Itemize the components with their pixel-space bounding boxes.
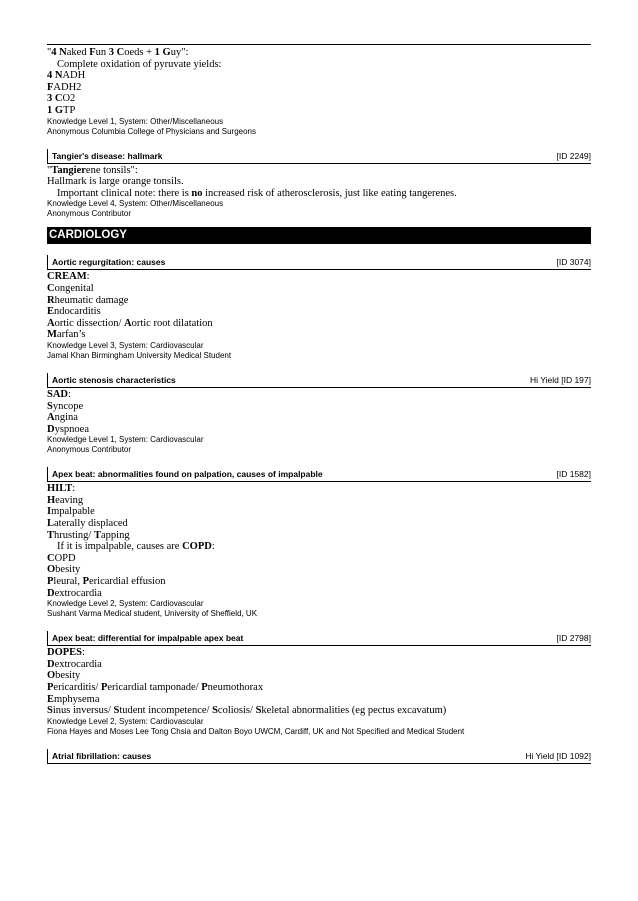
text: yncope (52, 400, 84, 412)
bold-text: D (47, 587, 55, 599)
bold-text: SAD (47, 388, 69, 400)
bold-text: F (47, 81, 54, 93)
bold-text: L (47, 518, 55, 530)
text: If it is impalpable, causes are (57, 541, 183, 553)
text: TP (63, 104, 76, 116)
contributor: Fiona Hayes and Moses Lee Tong Chsia and Dalton Boyo UWCM, Cardiff, UK and Not Specified and Medical Student (47, 726, 465, 736)
text: ngina (54, 412, 78, 424)
bold-text: COPD (182, 541, 212, 553)
mnemonic-line (47, 530, 591, 542)
mnemonic-line (47, 576, 591, 588)
bold-text: A (47, 317, 55, 329)
mnemonic-line (47, 495, 591, 507)
entry-id: [ID 2249] (556, 150, 591, 161)
text: Important clinical note: there is (57, 187, 192, 199)
bold-text: C (47, 552, 55, 564)
bold-text: DOPES (47, 647, 83, 659)
document-page (47, 44, 591, 765)
mnemonic-line (47, 705, 591, 717)
entry-id: Hi Yield [ID 1092] (525, 750, 591, 761)
intro-mnemonic-block (47, 47, 591, 137)
text: mpalpable (51, 506, 95, 518)
text: coliosis/ (217, 705, 256, 717)
text: heumatic damage (54, 294, 129, 306)
text: uy": (170, 47, 189, 58)
knowledge-level: Knowledge Level 3, System: Cardiovascular (47, 340, 204, 350)
mnemonic-line (47, 682, 591, 694)
entry-body (47, 389, 591, 455)
text: aked (66, 47, 90, 58)
bold-text: 3 C (47, 93, 63, 105)
entry-header (47, 255, 591, 270)
text: ADH2 (53, 81, 82, 93)
entry-header (47, 631, 591, 646)
bold-text: S (113, 705, 120, 717)
bold-text: 4 N (47, 70, 63, 82)
mnemonic-line (47, 424, 591, 436)
knowledge-level: Knowledge Level 1, System: Other/Miscellaneous (47, 116, 224, 126)
text: ADH (62, 70, 86, 82)
text: inus inversus/ (52, 705, 114, 717)
entry-body (47, 271, 591, 361)
knowledge-level: Knowledge Level 2, System: Cardiovascular (47, 599, 204, 609)
mnemonic-line (47, 306, 591, 318)
mnemonic-line (47, 283, 591, 295)
text: ericarditis/ (53, 682, 101, 693)
mnemonic-line (47, 59, 591, 71)
entry-body (47, 647, 591, 737)
bold-text: CREAM (47, 271, 87, 283)
text: apping (101, 529, 130, 541)
bold-text: I (47, 506, 52, 518)
entry-header-tangier (47, 149, 591, 164)
mnemonic-line (47, 82, 591, 94)
text: tudent incompetence/ (119, 705, 213, 717)
mnemonic-line (47, 70, 591, 82)
mnemonic-line (47, 188, 591, 200)
text: " (47, 47, 52, 58)
entry-title: Aortic regurgitation: causes (52, 257, 166, 268)
bold-text: S (255, 705, 262, 717)
bold-text: D (47, 658, 55, 670)
bold-text: H (47, 494, 56, 506)
entry-id: [ID 1582] (556, 469, 591, 480)
bold-text: C (47, 282, 55, 294)
bold-text: P (82, 576, 89, 588)
entry-title: Atrial fibrillation: causes (52, 750, 152, 761)
bold-text: 4 (51, 47, 57, 58)
knowledge-level: Knowledge Level 4, System: Other/Miscellaneous (47, 199, 224, 209)
mnemonic-line (47, 564, 591, 576)
text: extrocardia (54, 658, 102, 670)
contributor: Anonymous Contributor (47, 445, 132, 455)
bold-text: P (100, 682, 108, 693)
mnemonic-line (47, 588, 591, 600)
contributor: Anonymous Columbia College of Physicians and Surgeons (47, 126, 257, 136)
text: : (211, 541, 215, 553)
entry-id: [ID 2798] (556, 633, 591, 644)
bold-text: P (47, 682, 54, 693)
top-rule (47, 44, 591, 45)
mnemonic-line (47, 541, 591, 553)
mnemonic-line (47, 553, 591, 565)
section-header-cardiology: CARDIOLOGY (47, 227, 591, 244)
text: increased risk of atherosclerosis, just like eating tangerenes. (202, 187, 457, 199)
mnemonic-line (47, 271, 591, 283)
cardiology-entries (47, 255, 591, 763)
entry-title: Apex beat: abnormalities found on palpation, causes of impalpable (52, 469, 323, 480)
text: : (86, 271, 90, 283)
entry-id: [ID 3074] (556, 257, 591, 268)
knowledge-level: Knowledge Level 2, System: Cardiovascular (47, 716, 204, 726)
entry-title: Apex beat: differential for impalpable apex beat (52, 633, 244, 644)
text: Hallmark is large orange tonsils. (47, 176, 184, 188)
bold-text: P (47, 576, 54, 588)
bold-text: O (47, 564, 56, 576)
text: neumothorax (207, 682, 264, 693)
bold-text: A (47, 412, 55, 424)
bold-text: C (116, 47, 125, 58)
text: Complete oxidation of pyruvate yields: (57, 58, 222, 70)
contributor: Sushant Varma Medical student, University of Sheffield, UK (47, 609, 258, 619)
text: yspnoea (54, 423, 90, 435)
mnemonic-line (47, 93, 591, 105)
text: hrusting/ (54, 529, 94, 541)
text: keletal abnormalities (eg pectus excavatum) (261, 705, 447, 717)
bold-text: O (47, 670, 56, 682)
mnemonic-line (47, 401, 591, 413)
mnemonic-line (47, 176, 591, 188)
mnemonic-line (47, 318, 591, 330)
text: oeds + (124, 47, 155, 58)
text: : (82, 647, 85, 659)
mnemonic-line (47, 329, 591, 341)
text: mphysema (54, 693, 100, 705)
mnemonic-line (47, 518, 591, 530)
bold-text: D (47, 423, 55, 435)
text: besity (55, 670, 81, 682)
contributor: Anonymous Contributor (47, 209, 132, 219)
entry-id: Hi Yield [ID 197] (530, 374, 591, 385)
text: eaving (55, 494, 84, 506)
text: ene tonsils": (85, 164, 138, 176)
bold-text: N (59, 47, 67, 58)
text: ndocarditis (54, 306, 101, 318)
mnemonic-line (47, 412, 591, 424)
text: ortic dissection/ (54, 317, 124, 329)
mnemonic-line (47, 694, 591, 706)
text: ericardial effusion (89, 576, 166, 588)
text: leural, (53, 576, 83, 588)
bold-text: T (47, 529, 55, 541)
bold-text: R (47, 294, 55, 306)
contributor: Jamal Khan Birmingham University Medical Student (47, 350, 232, 360)
bold-text: S (47, 705, 53, 717)
mnemonic-line (47, 659, 591, 671)
bold-text: F (89, 47, 96, 58)
bold-text: 3 (108, 47, 115, 58)
text: " (47, 164, 52, 176)
entry-header (47, 467, 591, 482)
bold-text: Tangier (51, 164, 86, 176)
bold-text: A (124, 317, 132, 329)
text: arfan’s (56, 329, 86, 341)
text: : (68, 388, 71, 400)
bold-text: E (47, 693, 55, 705)
mnemonic-line (47, 295, 591, 307)
entry-body (47, 483, 591, 619)
text: besity (55, 564, 81, 576)
text: extrocardia (54, 587, 102, 599)
text: ortic root dilatation (131, 317, 213, 329)
mnemonic-line (47, 105, 591, 117)
bold-text: S (47, 400, 53, 412)
bold-text: S (212, 705, 218, 717)
text: ongenital (54, 282, 94, 294)
knowledge-level: Knowledge Level 1, System: Cardiovascular (47, 435, 204, 445)
bold-text: HILT (47, 483, 73, 495)
text: OPD (54, 552, 76, 564)
mnemonic-line (47, 483, 591, 495)
mnemonic-line (47, 389, 591, 401)
bold-text: T (93, 529, 101, 541)
bold-text: 1 G (47, 104, 64, 116)
bold-text: 1 (154, 47, 160, 58)
bold-text: P (201, 682, 208, 693)
entry-title: Aortic stenosis characteristics (52, 374, 176, 385)
bold-text: M (47, 329, 57, 341)
bold-text: no (191, 187, 203, 199)
mnemonic-line (47, 165, 591, 177)
mnemonic-line (47, 506, 591, 518)
entry-title: Tangier's disease: hallmark (52, 150, 163, 161)
mnemonic-line (47, 47, 591, 59)
bold-text: E (47, 306, 55, 318)
tangier-entry-body (47, 165, 591, 220)
text: aterally displaced (54, 518, 128, 530)
text: ericardial tamponade/ (107, 682, 202, 693)
mnemonic-line (47, 670, 591, 682)
text: : (72, 483, 76, 495)
entry-header (47, 373, 591, 388)
text: O2 (62, 93, 76, 105)
entry-header (47, 749, 591, 764)
bold-text: G (162, 47, 171, 58)
text: un (95, 47, 109, 58)
mnemonic-line (47, 647, 591, 659)
